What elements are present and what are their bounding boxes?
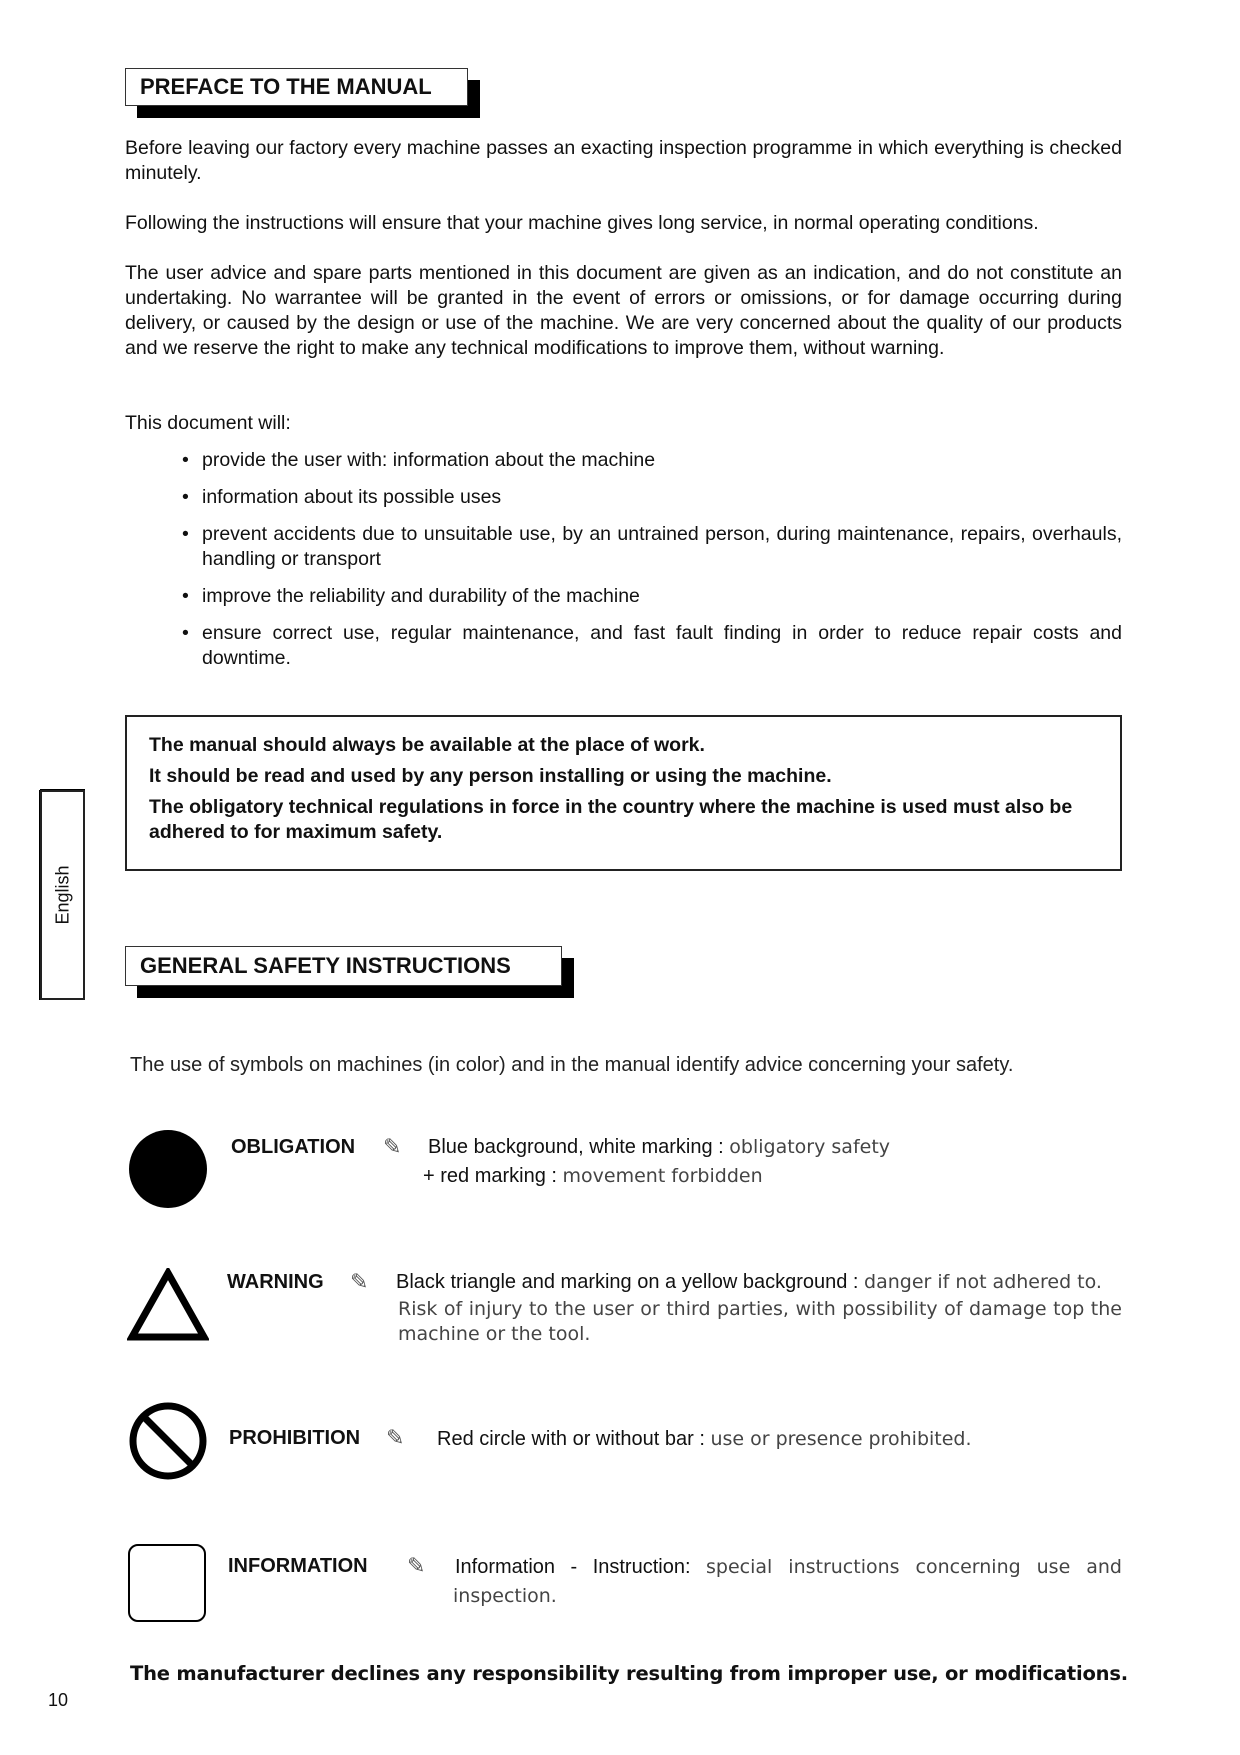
obligation-main: Blue background, white marking : [428,1136,724,1158]
safety-intro: The use of symbols on machines (in color) and in the manual identify advice concerning your safety. [130,1054,1014,1076]
warning-detail-2: Risk of injury to the user or third parties, with possibility of damage top the machine or the tool. [398,1298,1122,1345]
pencil-icon: ✎ [386,1425,405,1450]
list-item-text: ensure correct use, regular maintenance, and fast fault finding in order to reduce repair costs and downtime. [202,622,1122,669]
warning-detail: danger if not adhered to. [864,1271,1102,1293]
information-label: INFORMATION [228,1555,368,1577]
filled-circle-icon [127,1128,209,1210]
pencil-icon: ✎ [383,1134,402,1159]
bullet-icon: • [182,622,189,644]
preface-bullet-list [182,448,1122,671]
list-item [182,522,1122,572]
prohibition-icon [127,1400,209,1482]
list-item [182,621,1122,671]
bullet-icon: • [182,449,189,471]
list-item [182,448,1122,473]
obligation-detail: obligatory safety [729,1136,891,1158]
prohibition-description [437,1425,1122,1454]
information-description [455,1553,1122,1611]
list-item-text: provide the user with: information about the machine [202,449,656,471]
list-item [182,584,1122,609]
list-item [182,485,1122,510]
warning-triangle-icon [127,1268,209,1342]
safety-title: GENERAL SAFETY INSTRUCTIONS [140,953,511,978]
information-detail: special instructions concerning use and [706,1556,1122,1578]
obligation-description [423,1133,1128,1191]
preface-title: PREFACE TO THE MANUAL [140,74,432,99]
notice-line-2: It should be read and used by any person installing or using the machine. [149,765,832,787]
pencil-icon: ✎ [350,1269,369,1294]
notice-line-1: The manual should always be available at the place of work. [149,734,705,756]
preface-paragraph-1: Before leaving our factory every machine passes an exacting inspection programme in which everything is checked minutely. [125,137,1122,184]
preface-heading [125,68,468,106]
page-number: 10 [48,1690,69,1710]
warning-label: WARNING [227,1271,324,1293]
preface-paragraph-3: The user advice and spare parts mentioned in this document are given as an indication, and do not constitute an undertaking. No warrantee will be granted in the event of errors or omissions, or for damage occurring during delivery, or caused by the design or use of the machine. We are very concerned about the quality of our products and we reserve the right to make any technical modifications to improve them, without warning. [125,262,1122,359]
information-detail-2: inspection. [453,1585,557,1607]
list-item-text: prevent accidents due to unsuitable use, by an untrained person, during maintenance, repairs, overhauls, handling or transport [202,523,1122,570]
preface-paragraph-4: This document will: [125,412,291,434]
warning-description [396,1268,1122,1347]
information-square-icon [127,1543,209,1625]
prohibition-label: PROHIBITION [229,1427,361,1449]
obligation-red-detail: movement forbidden [562,1165,763,1187]
disclaimer-footer: The manufacturer declines any responsibility resulting from improper use, or modifications. [130,1662,1128,1685]
language-label: English [52,865,72,925]
prohibition-main: Red circle with or without bar : [437,1428,705,1450]
pencil-icon: ✎ [407,1553,426,1578]
obligation-label: OBLIGATION [231,1136,356,1158]
bullet-icon: • [182,486,189,508]
notice-box [125,715,1122,871]
information-main: Information - Instruction: [455,1556,691,1578]
bullet-icon: • [182,523,189,545]
list-item-text: information about its possible uses [202,486,502,508]
prohibition-detail: use or presence prohibited. [710,1428,972,1450]
preface-paragraph-2: Following the instructions will ensure that your machine gives long service, in normal operating conditions. [125,212,1039,234]
list-item-text: improve the reliability and durability of the machine [202,585,640,607]
notice-line-3: The obligatory technical regulations in force in the country where the machine is used must also be adhered to for maximum safety. [149,796,1073,843]
bullet-icon: • [182,585,189,607]
obligation-red-main: + red marking : [423,1165,557,1187]
safety-heading [125,946,562,986]
language-side-tab [40,790,85,1000]
warning-main: Black triangle and marking on a yellow background : [396,1271,859,1293]
